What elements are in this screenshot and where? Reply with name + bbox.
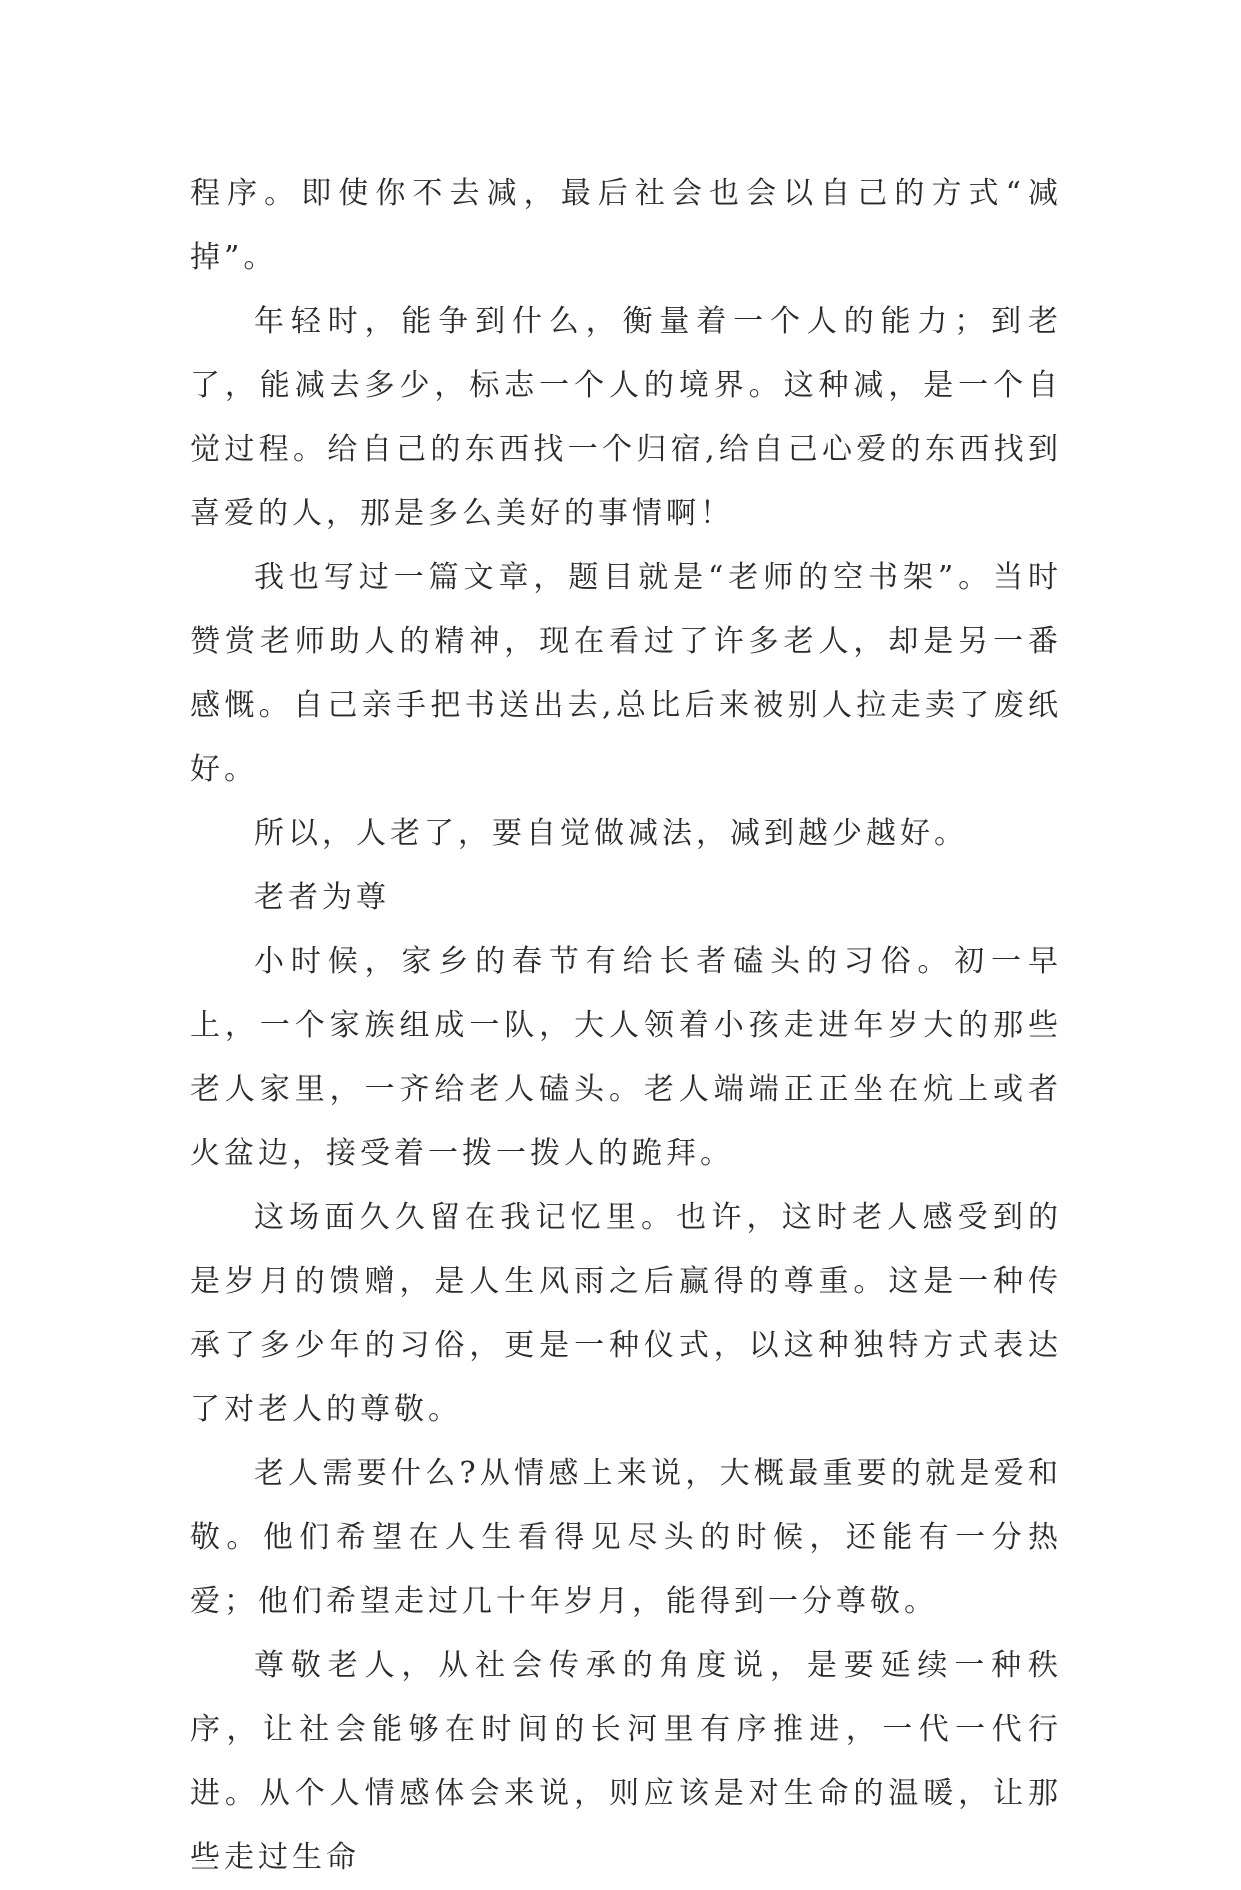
paragraph-2: 年轻时，能争到什么，衡量着一个人的能力；到老了，能减去多少，标志一个人的境界。这种减，是一个自觉过程。给自己的东西找一个归宿,给自己心爱的东西找到喜爱的人，那是多么美好的事情啊！ — [190, 304, 1062, 531]
paragraph-1: 程序。即使你不去减，最后社会也会以自己的方式“减掉”。 — [190, 176, 1062, 275]
paragraph-7: 老人需要什么?从情感上来说，大概最重要的就是爱和敬。他们希望在人生看得见尽头的时候，还能有一分热爱；他们希望走过几十年岁月，能得到一分尊敬。 — [190, 1456, 1062, 1619]
paragraph-6: 这场面久久留在我记忆里。也许，这时老人感受到的是岁月的馈赠，是人生风雨之后赢得的尊重。这是一种传承了多少年的习俗，更是一种仪式，以这种独特方式表达了对老人的尊敬。 — [190, 1200, 1062, 1427]
section-heading: 老者为尊 — [254, 880, 390, 915]
paragraph-4: 所以，人老了，要自觉做减法，减到越少越好。 — [254, 816, 968, 851]
paragraph-3: 我也写过一篇文章，题目就是“老师的空书架”。当时赞赏老师助人的精神，现在看过了许多老人，却是另一番感慨。自己亲手把书送出去,总比后来被别人拉走卖了废纸好。 — [190, 560, 1062, 787]
paragraph-8: 尊敬老人，从社会传承的角度说，是要延续一种秩序，让社会能够在时间的长河里有序推进，一代一代行进。从个人情感体会来说，则应该是对生命的温暖，让那些走过生命 — [190, 1648, 1062, 1875]
paragraph-5: 小时候，家乡的春节有给长者磕头的习俗。初一早上，一个家族组成一队，大人领着小孩走进年岁大的那些老人家里，一齐给老人磕头。老人端端正正坐在炕上或者火盆边，接受着一拨一拨人的跪拜。 — [190, 944, 1062, 1171]
document-body — [190, 162, 1062, 1890]
